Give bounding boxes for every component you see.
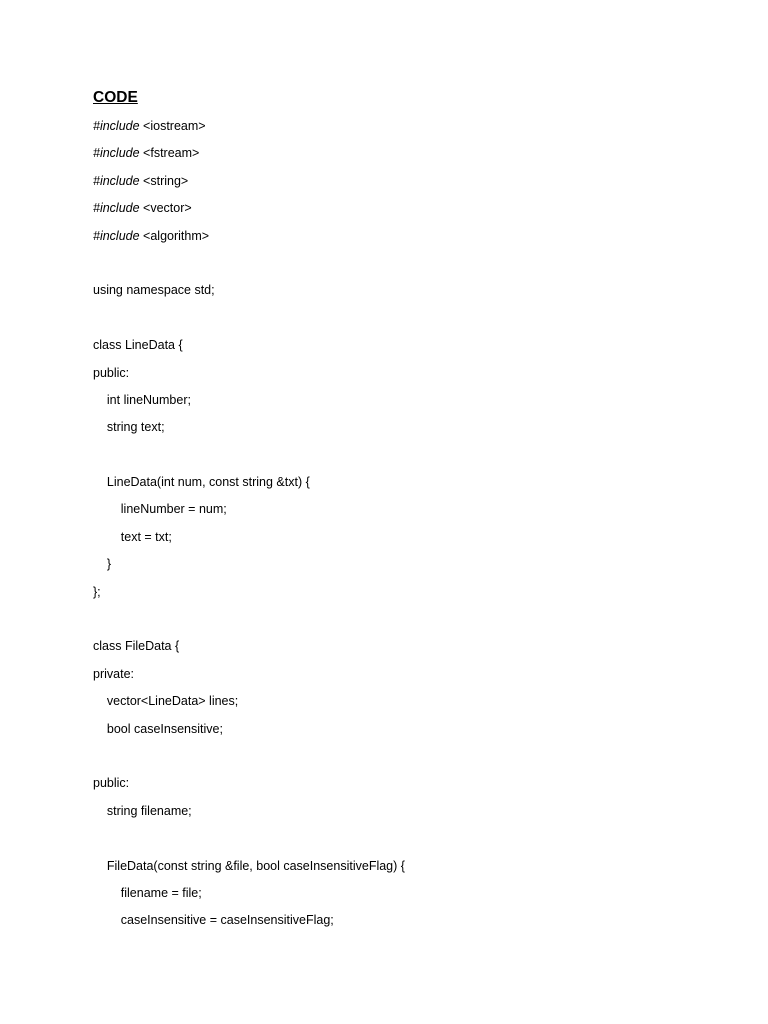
code-text: string text; (93, 420, 165, 435)
code-line (93, 551, 713, 578)
code-text: int lineNumber; (93, 392, 191, 407)
code-line (93, 524, 713, 551)
code-text: <vector> (139, 201, 192, 216)
code-line (93, 743, 713, 770)
preprocessor-directive: #include (93, 146, 140, 161)
code-line (93, 880, 713, 907)
code-text: bool caseInsensitive; (93, 721, 223, 736)
code-text: filename = file; (93, 885, 202, 900)
preprocessor-directive: #include (93, 228, 140, 243)
document-body (93, 87, 713, 935)
code-line (93, 579, 713, 606)
code-line (93, 113, 713, 140)
code-line (93, 414, 713, 441)
code-line (93, 250, 713, 277)
code-line (93, 798, 713, 825)
code-line (93, 332, 713, 359)
code-line (93, 442, 713, 469)
code-line (93, 195, 713, 222)
code-text: class FileData { (93, 639, 180, 654)
code-line (93, 688, 713, 715)
code-text: caseInsensitive = caseInsensitiveFlag; (93, 913, 334, 928)
code-line (93, 387, 713, 414)
code-line (93, 606, 713, 633)
code-text: FileData(const string &file, bool caseInsensitiveFlag) { (93, 858, 405, 873)
code-line (93, 825, 713, 852)
code-line (93, 469, 713, 496)
code-line (93, 907, 713, 934)
code-text: <string> (139, 173, 189, 188)
code-block (93, 113, 713, 935)
code-line (93, 853, 713, 880)
code-line (93, 633, 713, 660)
code-line (93, 360, 713, 387)
code-text: <iostream> (139, 119, 206, 133)
code-text: text = txt; (93, 529, 172, 544)
code-line (93, 716, 713, 743)
code-line (93, 770, 713, 797)
code-line (93, 223, 713, 250)
code-line (93, 496, 713, 523)
code-line (93, 168, 713, 195)
code-text: <algorithm> (139, 228, 210, 243)
preprocessor-directive: #include (93, 119, 140, 133)
code-text: vector<LineData> lines; (93, 694, 239, 709)
code-text: LineData(int num, const string &txt) { (93, 475, 310, 490)
code-line (93, 305, 713, 332)
preprocessor-directive: #include (93, 201, 140, 216)
code-text: }; (93, 584, 101, 599)
code-line (93, 140, 713, 167)
code-text: using namespace std; (93, 283, 215, 298)
code-text: public: (93, 776, 130, 791)
code-text: <fstream> (139, 146, 200, 161)
code-text: public: (93, 365, 130, 380)
code-line (93, 661, 713, 688)
code-text: } (93, 557, 112, 572)
code-line (93, 277, 713, 304)
code-text: private: (93, 666, 134, 681)
page-title: CODE (93, 89, 138, 106)
code-text: class LineData { (93, 338, 183, 353)
preprocessor-directive: #include (93, 173, 140, 188)
code-text: lineNumber = num; (93, 502, 227, 517)
code-text: string filename; (93, 803, 192, 818)
